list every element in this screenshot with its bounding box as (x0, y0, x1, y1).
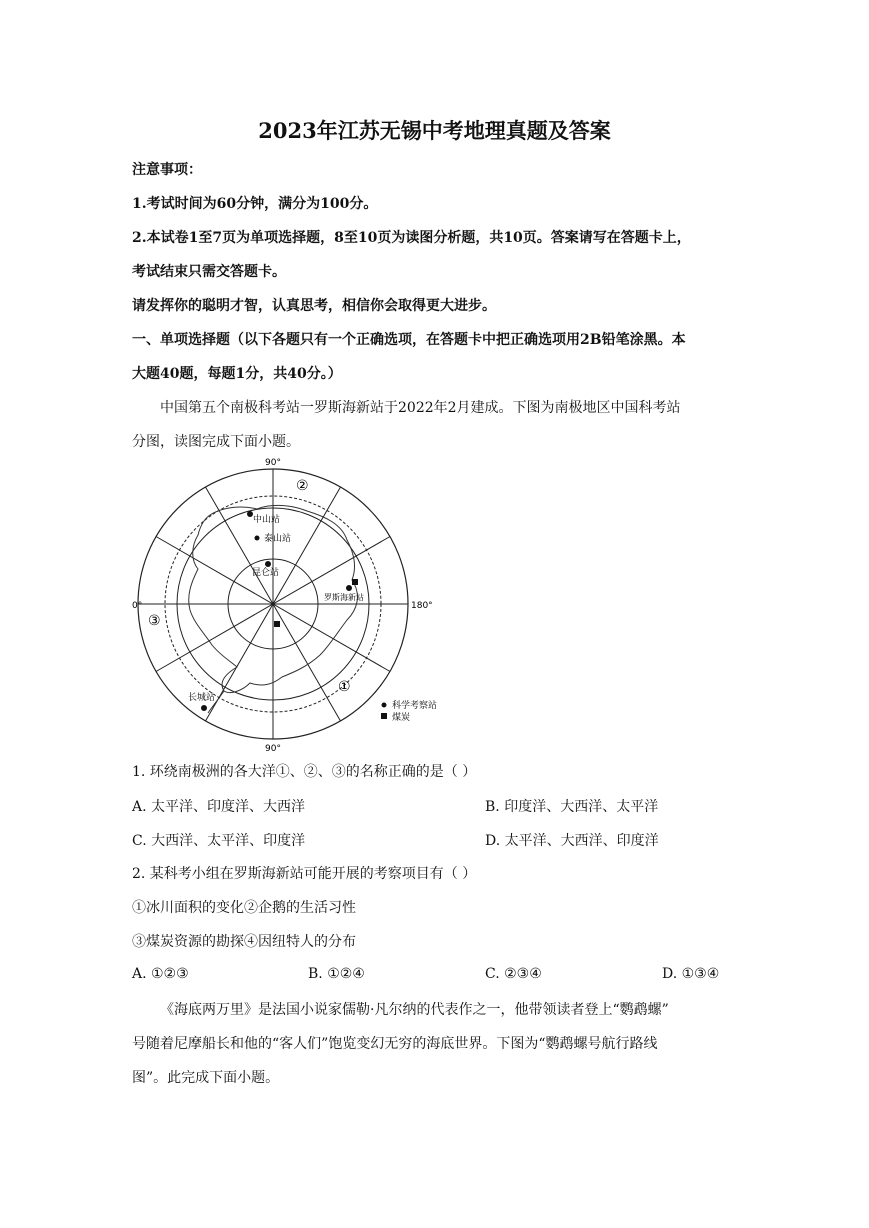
top-degree-label: 90° (265, 458, 281, 468)
zhongshan-station-label: 中山站 (253, 515, 281, 525)
kunlun-station-label: 昆仑站 (252, 568, 280, 578)
rossi-coal-marker (352, 579, 358, 585)
rossi-station-label: 罗斯海新站 (324, 593, 364, 602)
changcheng-station-dot (201, 705, 207, 711)
notice-line-1: 1.考试时间为60分钟，满分为100分。 (132, 196, 378, 212)
ocean-label-2: ② (296, 478, 309, 494)
taishan-station-dot (255, 536, 260, 541)
question-2-stem: 2. 某科考小组在罗斯海新站可能开展的考察项目有（ ） (132, 866, 477, 882)
inland-coal-marker (274, 621, 280, 627)
question-1-option-c: C. 大西洋、太平洋、印度洋 (132, 833, 306, 849)
page-title: 2023年江苏无锡中考地理真题及答案 (258, 118, 611, 143)
section-heading-line-2: 大题40题，每题1分，共40分。） (132, 366, 342, 382)
intro1-line-1: 中国第五个南极科考站一罗斯海新站于2022年2月建成。下图为南极地区中国科考站 (160, 400, 681, 416)
bottom-degree-label: 90° (265, 744, 281, 754)
intro1-line-2: 分图，读图完成下面小题。 (132, 434, 300, 450)
question-1-option-a: A. 太平洋、印度洋、大西洋 (132, 799, 306, 815)
meridian-lines (138, 469, 411, 739)
notice-line-3: 请发挥你的聪明才智，认真思考，相信你会取得更大进步。 (132, 298, 496, 314)
ocean-label-1: ① (338, 679, 351, 695)
legend-coal-symbol (381, 713, 387, 719)
notice-line-2a: 2.本试卷1至7页为单项选择题，8至10页为读图分析题，共10页。答案请写在答题卡上， (132, 230, 691, 246)
legend-station-label: 科学考察站 (392, 701, 438, 711)
question-2-items-2: ③煤炭资源的勘探④因纽特人的分布 (132, 934, 356, 950)
intro2-line-3: 图”。此完成下面小题。 (132, 1070, 280, 1086)
rossi-station-dot (346, 585, 352, 591)
ocean-label-3: ③ (148, 613, 161, 629)
kunlun-station-dot (265, 561, 271, 567)
question-2-items-1: ①冰川面积的变化②企鹅的生活习性 (132, 900, 356, 916)
notice-heading: 注意事项： (132, 162, 202, 178)
question-1-option-b: B. 印度洋、大西洋、太平洋 (485, 799, 659, 815)
notice-line-2b: 考试结束只需交答题卡。 (132, 264, 286, 280)
legend-coal-label: 煤炭 (392, 713, 411, 723)
intro2-line-1: 《海底两万里》是法国小说家儒勒·凡尔纳的代表作之一，他带领读者登上“鹦鹉螺” (160, 1002, 669, 1018)
taishan-station-label: 泰山站 (264, 534, 292, 544)
antarctica-station-map (132, 455, 450, 755)
question-2-option-b: B. ①②④ (308, 966, 365, 982)
right-degree-label: 180° (411, 601, 433, 611)
question-1-stem: 1. 环绕南极洲的各大洋①、②、③的名称正确的是（ ） (132, 764, 477, 780)
question-2-option-a: A. ①②③ (132, 966, 189, 982)
legend-station-symbol (382, 703, 387, 708)
question-1-option-d: D. 太平洋、大西洋、印度洋 (485, 833, 659, 849)
section-heading-line-1: 一、单项选择题（以下各题只有一个正确选项，在答题卡中把正确选项用2B铅笔涂黑。本 (132, 332, 686, 348)
left-degree-label: 0° (132, 601, 143, 611)
question-2-option-c: C. ②③④ (485, 966, 542, 982)
intro2-line-2: 号随着尼摩船长和他的“客人们”饱览变幻无穷的海底世界。下图为“鹦鹉螺号航行路线 (132, 1036, 658, 1052)
changcheng-station-label: 长城站 (188, 693, 216, 703)
question-2-option-d: D. ①③④ (662, 966, 720, 982)
